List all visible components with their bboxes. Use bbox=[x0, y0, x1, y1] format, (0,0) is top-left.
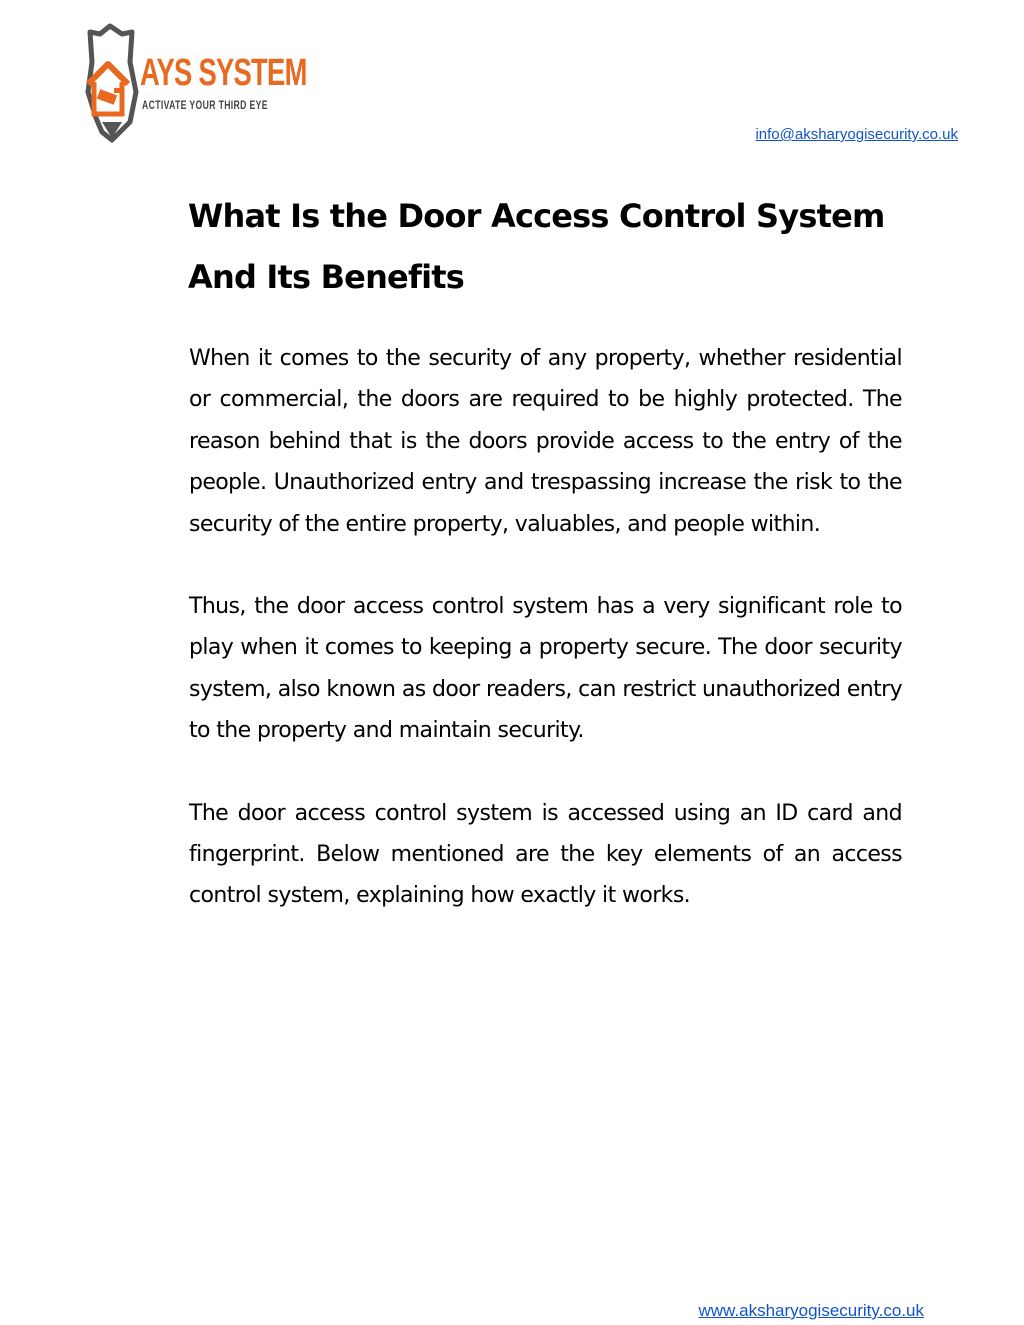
company-logo bbox=[80, 22, 307, 144]
email-link[interactable]: info@aksharyogisecurity.co.uk bbox=[755, 126, 958, 143]
paragraph-3: The door access control system is accessed using an ID card and fingerprint. Below mentioned are the key elements of an access control system, explaining how exactly it works. bbox=[189, 800, 902, 909]
shield-house-camera-icon bbox=[80, 22, 140, 144]
paragraph-2: Thus, the door access control system has a very significant role to play when it comes to keeping a property secure. The door security system, also known as door readers, can restrict unauthorized entry to the property and maintain security. bbox=[189, 594, 902, 744]
article-title: What Is the Door Access Control System And Its Benefits bbox=[188, 197, 885, 296]
paragraph-1: When it comes to the security of any property, whether residential or commercial, the doors are required to be highly protected. The reason behind that is the doors provide access to the entry of the people. Unauthorized entry and trespassing increase the risk to the security of the entire property, valuables, and people within. bbox=[189, 346, 902, 537]
article-body bbox=[189, 338, 902, 958]
logo-tagline: ACTIVATE YOUR THIRD EYE bbox=[142, 98, 268, 112]
logo-brand-name: AYS SYSTEM bbox=[140, 52, 307, 94]
website-link[interactable]: www.aksharyogisecurity.co.uk bbox=[698, 1301, 924, 1320]
